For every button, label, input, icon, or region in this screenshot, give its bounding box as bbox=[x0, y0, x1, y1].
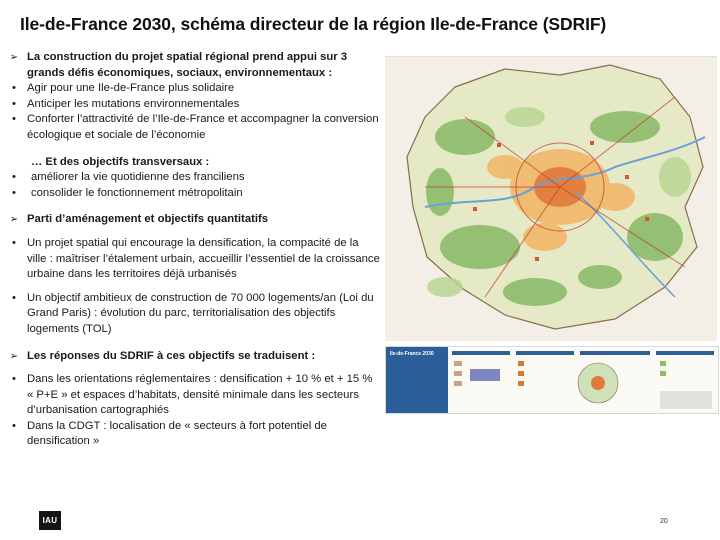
iau-logo: IAU bbox=[39, 511, 61, 530]
bullet-icon: • bbox=[12, 113, 16, 126]
bullet-icon: • bbox=[12, 373, 16, 386]
list-item: • Agir pour une Ile-de-France plus solidaire bbox=[8, 81, 380, 97]
section3-heading: ➢ Les réponses du SDRIF à ces objectifs se traduisent : bbox=[8, 349, 380, 365]
arrow-bullet-icon: ➢ bbox=[9, 214, 19, 226]
bullet-icon: • bbox=[12, 82, 16, 95]
list-item: • Un objectif ambitieux de construction de 70 000 logements/an (Loi du Grand Paris) : évolution du parc, territorialisation des objectifs logements (TOL) bbox=[8, 291, 380, 338]
page-number: 20 bbox=[660, 518, 668, 525]
bullet-icon: • bbox=[12, 171, 16, 184]
slide-body bbox=[8, 50, 380, 450]
section1-subheading: … Et des objectifs transversaux : bbox=[31, 155, 210, 168]
bullet-icon: • bbox=[12, 186, 16, 199]
list-item: • Anticiper les mutations environnementales bbox=[8, 97, 380, 113]
map-legend-panel bbox=[385, 346, 719, 414]
list-item: • Conforter l’attractivité de l’Ile-de-France et accompagner la conversion écologique et sociale de l’économie bbox=[8, 112, 380, 143]
sdrif-map-drawing bbox=[385, 57, 717, 341]
legend-title-block bbox=[386, 347, 448, 413]
arrow-bullet-icon: ➢ bbox=[9, 350, 19, 362]
slide-title: Ile-de-France 2030, schéma directeur de la région Ile-de-France (SDRIF) bbox=[20, 14, 607, 34]
sdrif-map-image bbox=[385, 56, 717, 341]
list-item: • Un projet spatial qui encourage la densification, la compacité de la ville : maîtriser l’étalement urbain, accueillir l’essentiel de la croissance urbaine dans les territoires déjà urbanisés bbox=[8, 236, 380, 283]
list-item: • Dans la CDGT : localisation de « secteurs à fort potentiel de densification » bbox=[8, 419, 380, 450]
legend-title: Ile-de-France 2030 bbox=[390, 351, 434, 357]
list-item: • améliorer la vie quotidienne des franciliens bbox=[8, 170, 380, 186]
list-item: • Dans les orientations réglementaires : densification + 10 % et + 15 % « P+E » et espaces d’habitats, densité minimale dans les secteurs d’urbanisation cartographiés bbox=[8, 372, 380, 419]
arrow-bullet-icon: ➢ bbox=[9, 52, 19, 63]
bullet-icon: • bbox=[12, 291, 16, 304]
legend-drawing bbox=[448, 347, 718, 413]
bullet-icon: • bbox=[12, 236, 16, 249]
bullet-icon: • bbox=[12, 419, 16, 432]
section2-heading: ➢ Parti d’aménagement et objectifs quantitatifs bbox=[8, 212, 380, 228]
bullet-icon: • bbox=[12, 97, 16, 110]
list-item: • consolider le fonctionnement métropolitain bbox=[8, 186, 380, 202]
section1-heading: ➢ La construction du projet spatial régional prend appui sur 3 grands défis économiques, sociaux, environnementaux : bbox=[9, 51, 348, 79]
